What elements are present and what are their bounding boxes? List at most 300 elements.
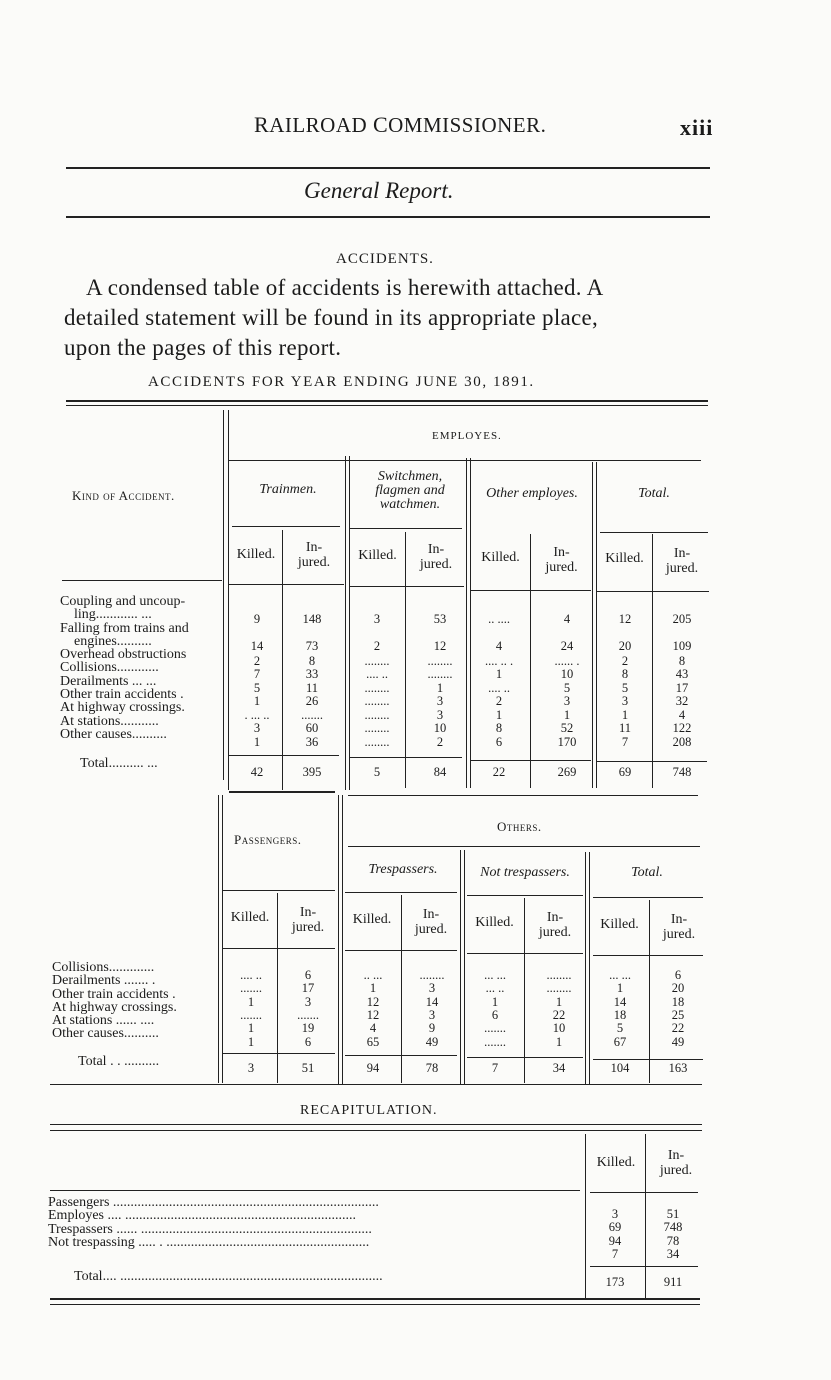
col-injured-label: jured. bbox=[419, 557, 453, 572]
employes-cell: 122 bbox=[672, 721, 692, 735]
employes-cell: 3 bbox=[253, 721, 261, 735]
recap-total-killed: 173 bbox=[605, 1275, 625, 1289]
others-cell: ........ bbox=[419, 968, 445, 982]
recap-injured-label: In- bbox=[667, 1148, 685, 1163]
recap-killed: 94 bbox=[608, 1233, 622, 1248]
others-cell: 22 bbox=[671, 1021, 685, 1036]
grp-sep bbox=[349, 456, 350, 790]
others-cell: 49 bbox=[425, 1034, 439, 1049]
recap-injured: 78 bbox=[666, 1233, 680, 1248]
employes-cell: ........ bbox=[364, 694, 390, 708]
recap-killed: 3 bbox=[611, 1207, 619, 1221]
employes-cell: .... .. bbox=[366, 667, 388, 681]
paragraph-line: A condensed table of accidents is herewith attached. A bbox=[86, 275, 604, 300]
others-total-label: Total . . .......... bbox=[78, 1054, 160, 1069]
employes-cell: 24 bbox=[560, 639, 574, 653]
others-cell: 9 bbox=[428, 1021, 436, 1036]
employes-cell: 73 bbox=[305, 639, 319, 653]
row-label: Derailments ....... . bbox=[52, 973, 156, 989]
rule-top bbox=[66, 167, 710, 169]
employes-cell: 5 bbox=[563, 681, 571, 695]
recap-total-injured: 911 bbox=[663, 1275, 683, 1289]
grp-sep bbox=[345, 456, 346, 790]
employes-row-labels bbox=[60, 595, 189, 741]
running-head-text-2: OMMISSIONER. bbox=[388, 113, 547, 137]
employes-cell: ....... bbox=[301, 708, 323, 722]
rule bbox=[600, 532, 708, 533]
recap-row-label: Trespassers ...... .................................................................. bbox=[48, 1221, 372, 1237]
rule bbox=[232, 526, 340, 527]
others-cell: 14 bbox=[425, 994, 439, 1009]
recap-row-label: Not trespassing ..... . .......................................................... bbox=[48, 1234, 370, 1250]
others-total-cell: 7 bbox=[491, 1061, 499, 1075]
others-cell: ....... bbox=[297, 1007, 319, 1022]
employes-cell: 8 bbox=[495, 721, 503, 735]
employes-group-label: EMPLOYES. bbox=[432, 430, 502, 442]
rule bbox=[50, 1130, 702, 1131]
others-cell: 1 bbox=[616, 981, 624, 996]
employes-cell: ........ bbox=[427, 654, 453, 668]
group-trespassers: Trespassers. bbox=[368, 862, 438, 877]
employes-cell: 32 bbox=[675, 694, 689, 708]
row-label: Falling from trains and bbox=[60, 620, 189, 636]
rule bbox=[597, 591, 709, 592]
row-label: engines.......... bbox=[60, 633, 152, 649]
rule bbox=[62, 580, 222, 581]
recap-row-label: Employes .... .................................................................. bbox=[48, 1208, 356, 1224]
others-cell: 1 bbox=[369, 981, 377, 996]
rule bbox=[590, 1192, 698, 1193]
employes-cell: 3 bbox=[436, 708, 444, 722]
others-cell: ....... bbox=[484, 1021, 506, 1036]
rule bbox=[593, 897, 703, 898]
employes-cell: 8 bbox=[308, 654, 316, 668]
employes-cell: .. .... bbox=[488, 612, 510, 626]
col-injured bbox=[406, 542, 466, 572]
employes-cell: 205 bbox=[672, 612, 692, 626]
others-cell: ........ bbox=[546, 968, 572, 982]
rule-passengers-top bbox=[229, 791, 335, 793]
employes-cell: 20 bbox=[618, 639, 632, 653]
rule bbox=[467, 953, 583, 954]
employes-cell: ........ bbox=[427, 667, 453, 681]
others-cell: 6 bbox=[304, 968, 312, 982]
others-cell: 6 bbox=[304, 1034, 312, 1049]
rule bbox=[350, 757, 462, 758]
employes-cell: 2 bbox=[253, 654, 261, 668]
employes-total-cell: 748 bbox=[672, 765, 692, 779]
col-injured-label: In- bbox=[305, 540, 323, 555]
others-cell: 18 bbox=[671, 994, 685, 1009]
employes-cell: 3 bbox=[436, 694, 444, 708]
others-cell: 12 bbox=[366, 1007, 380, 1022]
running-head bbox=[254, 112, 546, 138]
others-cell: 17 bbox=[301, 981, 315, 996]
page-number: xiii bbox=[680, 115, 714, 140]
employes-cell: 9 bbox=[253, 612, 261, 626]
grp-sep bbox=[470, 458, 471, 788]
employes-cell: 33 bbox=[305, 667, 319, 681]
others-total-cell: 3 bbox=[247, 1061, 255, 1075]
others-cell: 3 bbox=[428, 981, 436, 996]
others-cell: 5 bbox=[616, 1021, 624, 1036]
row-label: Other causes.......... bbox=[60, 726, 167, 742]
recap-injured-label: jured. bbox=[659, 1163, 693, 1178]
employes-cell: 12 bbox=[433, 639, 447, 653]
row-label: Overhead obstructions bbox=[60, 647, 187, 663]
others-cell: 1 bbox=[555, 994, 563, 1009]
employes-cell: 60 bbox=[305, 721, 319, 735]
rule bbox=[467, 895, 583, 896]
rule bbox=[345, 950, 457, 951]
row-label: At highway crossings. bbox=[60, 700, 185, 716]
employes-cell: 1 bbox=[436, 681, 444, 695]
others-total-cell: 34 bbox=[552, 1061, 566, 1075]
employes-cell: 1 bbox=[495, 667, 503, 681]
employes-total-cell: 84 bbox=[433, 765, 447, 779]
col-injured-label: jured. bbox=[665, 561, 699, 576]
recap-heading: RECAPITULATION. bbox=[300, 1103, 438, 1118]
employes-cell: 43 bbox=[675, 667, 689, 681]
employes-cell: 11 bbox=[305, 681, 319, 695]
row-label: ling............ ... bbox=[60, 607, 152, 623]
row-label: At stations........... bbox=[60, 713, 159, 729]
group-total: Total. bbox=[638, 486, 670, 501]
others-cell: 14 bbox=[613, 994, 627, 1009]
rule bbox=[50, 1190, 580, 1191]
employes-cell: ........ bbox=[364, 735, 390, 749]
employes-cell: 11 bbox=[618, 721, 632, 735]
col-killed-label: Killed. bbox=[230, 910, 270, 925]
employes-cell: 7 bbox=[621, 735, 629, 749]
employes-cell: .... .. . bbox=[484, 654, 514, 668]
accidents-heading: ACCIDENTS. bbox=[336, 251, 434, 267]
grp-sep bbox=[460, 850, 461, 1085]
rule bbox=[229, 755, 339, 756]
running-head-text: AILROAD bbox=[269, 113, 373, 137]
employes-cell: 36 bbox=[305, 735, 319, 749]
rule bbox=[348, 846, 700, 847]
employes-cell: 1 bbox=[563, 708, 571, 722]
col-killed-label: Killed. bbox=[600, 917, 639, 932]
recap-killed-label: Killed. bbox=[596, 1155, 636, 1170]
col-injured-label: jured. bbox=[291, 920, 325, 935]
grp-sep bbox=[596, 462, 597, 788]
col-injured bbox=[283, 540, 345, 570]
grp-sep bbox=[342, 795, 343, 1085]
rule bbox=[593, 1059, 703, 1060]
col-killed-label: Killed. bbox=[605, 551, 644, 566]
rule bbox=[223, 1053, 335, 1054]
recap-rows bbox=[48, 1196, 588, 1249]
col-killed bbox=[343, 912, 401, 927]
others-cell: 6 bbox=[491, 1007, 499, 1022]
stub-divider-2 bbox=[228, 410, 229, 790]
employes-cell: .... .. bbox=[488, 681, 510, 695]
recap-col-injured bbox=[647, 1148, 705, 1178]
grp-sep bbox=[592, 462, 593, 788]
employes-cell: 52 bbox=[560, 721, 574, 735]
employes-cell: 2 bbox=[436, 735, 444, 749]
employes-cell: 5 bbox=[621, 681, 629, 695]
others-cell: 67 bbox=[613, 1034, 627, 1049]
rule bbox=[345, 892, 457, 893]
others-cell: .... .. bbox=[240, 968, 262, 982]
row-label: Coupling and uncoup- bbox=[60, 594, 186, 609]
row-label: At highway crossings. bbox=[52, 999, 177, 1015]
rule bbox=[597, 761, 707, 762]
recap-values bbox=[590, 1208, 698, 1261]
grp-sep bbox=[589, 852, 590, 1085]
others-label: Others. bbox=[497, 819, 542, 834]
rule-others-top bbox=[348, 795, 698, 796]
row-label: Other train accidents . bbox=[60, 687, 184, 703]
others-row-labels bbox=[52, 961, 177, 1041]
section-title: General Report. bbox=[304, 178, 454, 203]
rule bbox=[345, 1055, 457, 1056]
employes-cell: 148 bbox=[302, 612, 322, 626]
employes-cell: 1 bbox=[621, 708, 629, 722]
table-rule-top bbox=[66, 400, 708, 402]
group-other-employes: Other employes. bbox=[486, 486, 578, 501]
recap-killed: 69 bbox=[608, 1220, 622, 1235]
col-injured-label: jured. bbox=[538, 925, 572, 940]
col-injured-label: jured. bbox=[662, 927, 696, 942]
running-head-initial: R bbox=[254, 112, 270, 137]
employes-cell: 208 bbox=[672, 735, 692, 749]
rule bbox=[229, 584, 344, 585]
rule bbox=[471, 590, 591, 591]
employes-cell: 10 bbox=[560, 667, 574, 681]
others-cell: 19 bbox=[301, 1021, 315, 1036]
recap-col-killed bbox=[587, 1155, 645, 1170]
rule bbox=[350, 528, 462, 529]
employes-cell: 1 bbox=[253, 694, 261, 708]
employes-cell: 3 bbox=[373, 612, 381, 626]
stub-divider-lower-2 bbox=[222, 795, 223, 1083]
employes-cell: 26 bbox=[305, 694, 319, 708]
col-killed bbox=[465, 915, 524, 930]
others-cell: 4 bbox=[369, 1021, 377, 1036]
col-killed bbox=[471, 550, 530, 565]
col-injured-label: In- bbox=[546, 910, 564, 925]
col-killed bbox=[597, 551, 652, 566]
recap-injured: 34 bbox=[666, 1246, 680, 1261]
row-label: Other causes.......... bbox=[52, 1026, 159, 1042]
employes-cell: 4 bbox=[563, 612, 571, 626]
employes-cell: 109 bbox=[672, 639, 692, 653]
employes-cell: ...... . bbox=[554, 654, 580, 668]
employes-cell: 1 bbox=[253, 735, 261, 749]
others-cell: ....... bbox=[240, 1007, 262, 1022]
recap-killed: 7 bbox=[611, 1246, 619, 1261]
others-cell: 3 bbox=[428, 1007, 436, 1022]
others-cell: ........ bbox=[546, 981, 572, 996]
employes-total-label: Total.......... ... bbox=[80, 756, 158, 771]
employes-cell: 170 bbox=[557, 735, 577, 749]
others-cell: 3 bbox=[304, 994, 312, 1009]
others-cell: 1 bbox=[247, 994, 255, 1009]
stub-divider-lower bbox=[218, 795, 219, 1083]
col-killed-label: Killed. bbox=[352, 912, 392, 927]
grp-sep bbox=[585, 852, 586, 1085]
running-head-initial-2: C bbox=[372, 112, 389, 137]
employes-total-cell: 395 bbox=[302, 765, 322, 779]
employes-cell: 12 bbox=[618, 612, 632, 626]
employes-cell: 8 bbox=[678, 654, 686, 668]
others-total-cell: 78 bbox=[425, 1061, 439, 1075]
col-injured-label: In- bbox=[670, 912, 688, 927]
others-cell: 25 bbox=[671, 1007, 685, 1022]
group-others-total: Total. bbox=[631, 865, 663, 880]
col-killed-label: Killed. bbox=[475, 915, 514, 930]
employes-cell: 4 bbox=[495, 639, 503, 653]
others-cell: ....... bbox=[484, 1034, 506, 1049]
group-not-trespassers: Not trespassers. bbox=[480, 865, 570, 880]
intro-paragraph bbox=[64, 273, 724, 363]
col-injured bbox=[531, 545, 592, 575]
table-title: ACCIDENTS FOR YEAR ENDING JUNE 30, 1891. bbox=[148, 374, 535, 390]
employes-total-cell: 42 bbox=[250, 765, 264, 779]
employes-cell: 7 bbox=[253, 667, 261, 681]
employes-cell: 53 bbox=[433, 612, 447, 626]
col-injured-label: In- bbox=[299, 905, 317, 920]
others-cell: .. ... bbox=[363, 968, 383, 982]
grp-sep bbox=[464, 850, 465, 1085]
col-killed-label: Killed. bbox=[481, 550, 520, 565]
employes-total-cell: 5 bbox=[373, 765, 381, 779]
others-cell: ... .. bbox=[485, 981, 505, 996]
rule-bottom-2 bbox=[50, 1304, 700, 1305]
col-injured bbox=[278, 905, 338, 935]
table-rule-top-2 bbox=[66, 405, 708, 406]
rule bbox=[50, 1084, 702, 1085]
col-killed bbox=[223, 910, 277, 925]
col-injured bbox=[402, 907, 460, 937]
others-cell: 1 bbox=[247, 1021, 255, 1036]
col-killed bbox=[590, 917, 649, 932]
employes-total-cell: 69 bbox=[618, 765, 632, 779]
others-total-cell: 94 bbox=[366, 1061, 380, 1075]
others-cell: 20 bbox=[671, 981, 685, 996]
rule bbox=[593, 955, 703, 956]
employes-total-cell: 22 bbox=[492, 765, 506, 779]
rule bbox=[350, 586, 464, 587]
others-cell: 10 bbox=[552, 1021, 566, 1036]
others-total-cell: 163 bbox=[668, 1061, 688, 1075]
others-cell: ....... bbox=[240, 981, 262, 996]
employes-cell: 2 bbox=[621, 654, 629, 668]
grp-sep bbox=[338, 795, 339, 1085]
recap-injured: 748 bbox=[663, 1220, 683, 1235]
employes-cell: 3 bbox=[563, 694, 571, 708]
employes-cell: 2 bbox=[373, 639, 381, 653]
others-total-cell: 104 bbox=[610, 1061, 630, 1075]
col-injured bbox=[525, 910, 585, 940]
employes-total-cell: 269 bbox=[557, 765, 577, 779]
row-label: Derailments ... ... bbox=[60, 673, 157, 689]
col-injured-label: In- bbox=[553, 545, 570, 560]
col-killed-label: Killed. bbox=[236, 547, 276, 562]
employes-cell: ........ bbox=[364, 721, 390, 735]
group-trainmen: Trainmen. bbox=[259, 482, 317, 497]
recap-total-label: Total.... ........................................................................... bbox=[74, 1270, 383, 1284]
paragraph-line: detailed statement will be found in its appropriate place, bbox=[64, 305, 599, 330]
row-label: At stations ...... .... bbox=[52, 1013, 155, 1029]
employes-cell: 5 bbox=[253, 681, 261, 695]
others-cell: 18 bbox=[613, 1007, 627, 1022]
rule bbox=[223, 948, 335, 949]
employes-cell: . ... .. bbox=[244, 708, 270, 722]
others-cell: 12 bbox=[366, 994, 380, 1009]
col-injured-label: jured. bbox=[414, 922, 448, 937]
employes-cell: 3 bbox=[621, 694, 629, 708]
col-injured bbox=[653, 546, 711, 576]
employes-cell: 8 bbox=[621, 667, 629, 681]
col-injured-label: In- bbox=[427, 542, 445, 557]
employes-cell: ........ bbox=[364, 681, 390, 695]
employes-cell: 1 bbox=[495, 708, 503, 722]
others-cell: ... ... bbox=[609, 968, 631, 982]
row-label: Other train accidents . bbox=[52, 986, 176, 1002]
col-injured bbox=[650, 912, 708, 942]
col-killed-label: Killed. bbox=[358, 548, 397, 563]
rule bbox=[471, 760, 591, 761]
rule-bottom bbox=[50, 1298, 700, 1300]
others-cell: 1 bbox=[491, 994, 499, 1009]
others-cell: 22 bbox=[552, 1007, 566, 1022]
grp-sep bbox=[466, 458, 467, 788]
paragraph-line: upon the pages of this report. bbox=[64, 335, 342, 360]
employes-cell: 4 bbox=[678, 708, 686, 722]
employes-cell: 14 bbox=[250, 639, 264, 653]
employes-cell: 17 bbox=[675, 681, 689, 695]
rule-under-title bbox=[66, 216, 710, 218]
others-cell: 49 bbox=[671, 1034, 685, 1049]
employes-cell: ........ bbox=[364, 654, 390, 668]
employes-cell: 6 bbox=[495, 735, 503, 749]
col-injured-label: jured. bbox=[545, 560, 578, 575]
others-total-cell: 51 bbox=[301, 1061, 315, 1075]
col-injured-label: jured. bbox=[297, 555, 331, 570]
employes-cell: ........ bbox=[364, 708, 390, 722]
recap-row-label: Passengers ............................................................................ bbox=[48, 1196, 379, 1210]
others-cell: ... ... bbox=[484, 968, 506, 982]
col-injured-label: In- bbox=[422, 907, 440, 922]
col-injured-label: In- bbox=[673, 546, 691, 561]
rule bbox=[223, 890, 335, 891]
kind-of-accident-label: Kind of Accident. bbox=[72, 488, 175, 503]
employes-group-rule bbox=[229, 460, 701, 461]
stub-divider bbox=[223, 410, 224, 780]
others-cell: 1 bbox=[555, 1034, 563, 1049]
employes-cell: 10 bbox=[433, 721, 447, 735]
passengers-label: Passengers. bbox=[234, 832, 302, 847]
employes-cell: 2 bbox=[495, 694, 503, 708]
col-killed bbox=[230, 547, 282, 562]
recap-injured: 51 bbox=[666, 1207, 680, 1221]
rule bbox=[590, 1266, 698, 1267]
row-label: Collisions............ bbox=[60, 660, 159, 676]
col-killed bbox=[350, 548, 405, 563]
group-switchmen: Switchmen, flagmen and watchmen. bbox=[375, 469, 445, 512]
others-cell: 6 bbox=[674, 968, 682, 982]
others-cell: 1 bbox=[247, 1034, 255, 1049]
rule bbox=[467, 1057, 583, 1058]
rule bbox=[50, 1124, 702, 1125]
others-cell: 65 bbox=[366, 1034, 380, 1049]
row-label: Collisions............. bbox=[52, 960, 155, 975]
